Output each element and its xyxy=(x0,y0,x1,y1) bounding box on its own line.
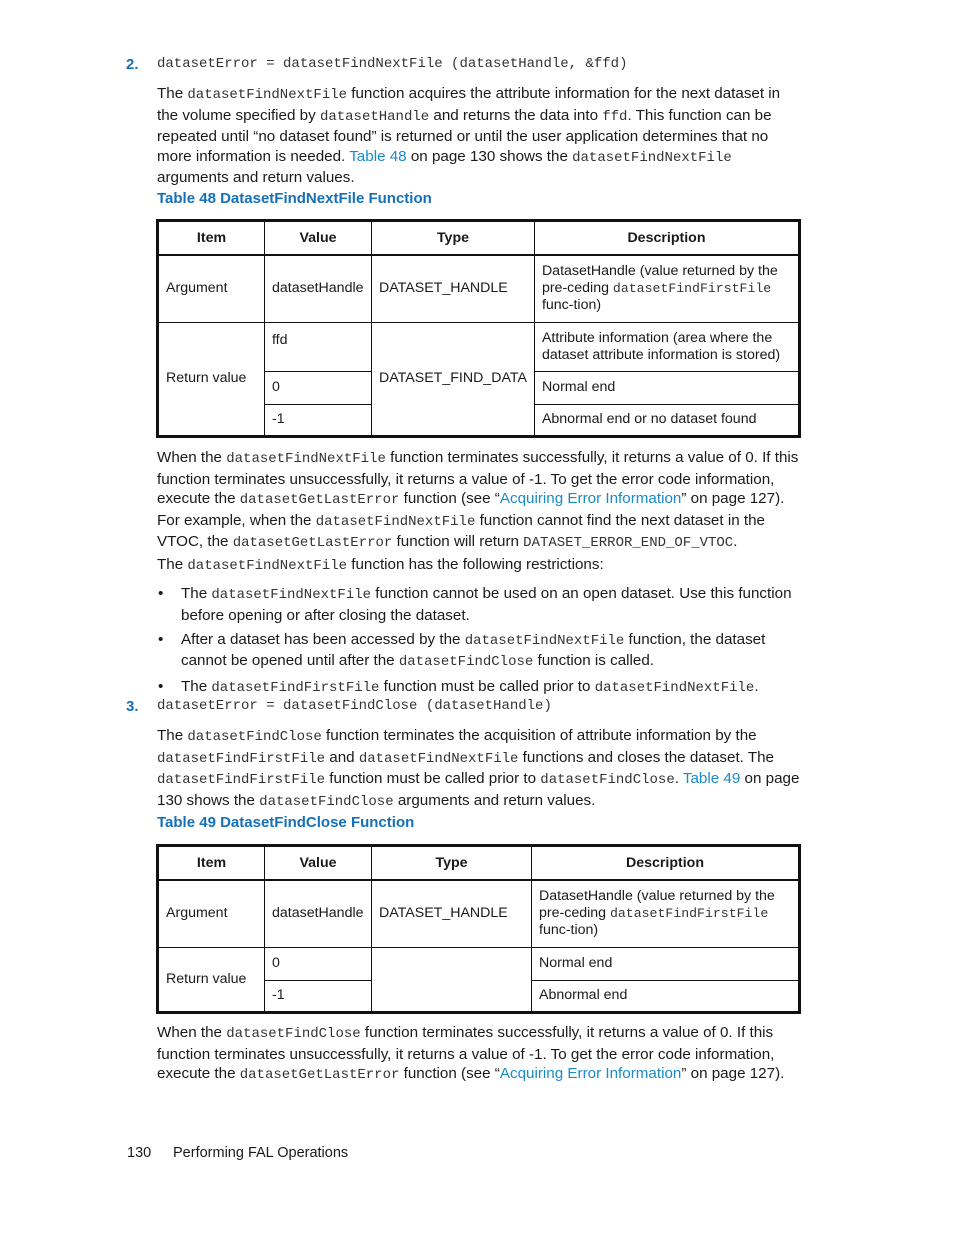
cell-type: DATASET_FIND_DATA xyxy=(372,322,535,436)
inline-code: datasetGetLastError xyxy=(239,1067,400,1084)
paragraph-find-next-intro: The datasetFindNextFile function acquires the attribute information for the next dataset in the volume specified by datasetHandle and returns the data into ffd. This function can be repeated until “no dataset found” is returned or until the user application determines that no more information is needed. Table 48 on page 130 shows the datasetFindNextFile arguments and return values. xyxy=(157,85,781,187)
cell-description: Attribute information (area where the dataset attribute information is stored) xyxy=(534,322,799,371)
table-48 xyxy=(156,219,801,438)
paragraph-restrictions-intro: The datasetFindNextFile function has the following restrictions: xyxy=(157,556,604,574)
cell-value: -1 xyxy=(265,404,372,436)
table-row-argument xyxy=(158,880,800,947)
cell-description: DatasetHandle (value returned by the pre-ceding datasetFindFirstFile func-tion) xyxy=(534,255,799,322)
inline-code: datasetFindNextFile xyxy=(594,680,755,697)
list-item: • After a dataset has been accessed by the datasetFindNextFile function, the dataset cannot be opened until after the datasetFindClose function is called. xyxy=(158,630,766,671)
inline-code: datasetFindClose xyxy=(398,654,534,671)
cell-type: DATASET_HANDLE xyxy=(372,255,535,322)
cell-item: Return value xyxy=(158,322,265,436)
header-description: Description xyxy=(532,846,800,881)
table-header-row xyxy=(158,221,800,256)
inline-code: datasetFindClose xyxy=(259,793,394,810)
inline-code: datasetGetLastError xyxy=(232,535,393,552)
list-item: • The datasetFindFirstFile function must be called prior to datasetFindNextFile. xyxy=(158,678,759,697)
bullet-icon: • xyxy=(158,585,164,602)
inline-code: datasetHandle xyxy=(319,108,430,125)
inline-code: datasetFindNextFile xyxy=(211,587,372,603)
cell-description: Normal end xyxy=(534,371,799,404)
bullet-icon: • xyxy=(158,678,164,696)
cell-description: Abnormal end or no dataset found xyxy=(534,404,799,436)
inline-code: datasetFindNextFile xyxy=(358,750,519,767)
cell-description: Abnormal end xyxy=(532,980,800,1012)
inline-code: datasetFindFirstFile xyxy=(612,281,772,297)
paragraph-find-close-return: When the datasetFindClose function terminates successfully, it returns a value of 0. If this function terminates unsuccessfully, it returns a value of -1. To get the error code information, execute the datasetGetLastError function (see “Acquiring Error Information” on page 127). xyxy=(157,1024,785,1084)
inline-code: datasetFindNextFile xyxy=(315,513,476,530)
table-49-caption: Table 49 DatasetFindClose Function xyxy=(157,814,415,831)
cell-type: DATASET_HANDLE xyxy=(372,880,532,947)
acquiring-error-info-link[interactable]: Acquiring Error Information xyxy=(499,1065,682,1083)
table-row-argument xyxy=(158,255,800,322)
table-header-row xyxy=(158,846,800,881)
cell-type xyxy=(372,947,532,1012)
inline-code: datasetFindFirstFile xyxy=(609,906,769,922)
inline-code: datasetFindNextFile xyxy=(226,451,386,467)
paragraph-find-next-return: When the datasetFindNextFile function terminates successfully, it returns a value of 0. If this function terminates unsuccessfully, it returns a value of -1. To get the error code information, execute the datasetGetLastError function (see “Acquiring Error Information” on page 127). For example, when the datasetFindNextFile function cannot find the next dataset in the VTOC, the datasetGetLastError function will return DATASET_ERROR_END_OF_VTOC. xyxy=(157,449,799,552)
inline-code: datasetFindFirstFile xyxy=(157,750,326,767)
cell-value: -1 xyxy=(265,980,372,1012)
step-number: 2. xyxy=(126,56,139,73)
inline-code: datasetFindClose xyxy=(226,1026,361,1042)
acquiring-error-info-link[interactable]: Acquiring Error Information xyxy=(499,490,682,508)
chapter-title: Performing FAL Operations xyxy=(173,1145,349,1161)
paragraph-find-close-intro: The datasetFindClose function terminates the acquisition of attribute information by the datasetFindFirstFile and datasetFindNextFile functions and closes the dataset. The datasetFindFirstFile function must be called prior to datasetFindClose. Table 49 on page 130 shows the datasetFindClose arguments and return values. xyxy=(157,727,800,810)
cell-value: datasetHandle xyxy=(265,880,372,947)
cell-value: ffd xyxy=(265,322,372,371)
header-item: Item xyxy=(158,846,265,881)
step-number: 3. xyxy=(126,698,139,715)
inline-code: DATASET_ERROR_END_OF_VTOC xyxy=(523,535,734,552)
cell-description: Normal end xyxy=(532,947,800,980)
cell-item: Argument xyxy=(158,255,265,322)
code-line: datasetError = datasetFindNextFile (datasetHandle, &ffd) xyxy=(157,56,628,72)
table-48-caption: Table 48 DatasetFindNextFile Function xyxy=(157,190,432,207)
cell-item: Argument xyxy=(158,880,265,947)
restrictions-list xyxy=(157,584,807,703)
inline-code: ffd xyxy=(602,108,628,125)
inline-code: datasetFindNextFile xyxy=(572,149,732,166)
table-48-link[interactable]: Table 48 xyxy=(349,147,407,165)
table-49-link[interactable]: Table 49 xyxy=(682,770,741,788)
inline-code: datasetFindNextFile xyxy=(187,87,348,103)
table-49 xyxy=(156,844,801,1014)
table-row-return-ffd xyxy=(158,322,800,371)
page-number: 130 xyxy=(127,1145,152,1161)
inline-code: datasetFindNextFile xyxy=(464,632,625,649)
bullet-icon: • xyxy=(158,630,164,648)
cell-value: 0 xyxy=(265,947,372,980)
page-footer xyxy=(127,1145,348,1161)
header-type: Type xyxy=(372,846,532,881)
inline-code: datasetFindClose xyxy=(187,729,322,745)
cell-value: 0 xyxy=(265,371,372,404)
inline-code: datasetFindFirstFile xyxy=(157,772,326,789)
list-item: • The datasetFindNextFile function cannot be used on an open dataset. Use this function before opening or after closing the dataset. xyxy=(158,585,792,624)
code-line: datasetError = datasetFindClose (datasetHandle) xyxy=(157,698,552,714)
table-row-return-0 xyxy=(158,947,800,980)
inline-code: datasetGetLastError xyxy=(239,492,400,509)
header-description: Description xyxy=(534,221,799,256)
header-value: Value xyxy=(265,221,372,256)
inline-code: datasetFindFirstFile xyxy=(211,680,380,697)
cell-value: datasetHandle xyxy=(265,255,372,322)
header-type: Type xyxy=(372,221,535,256)
header-value: Value xyxy=(265,846,372,881)
inline-code: datasetFindNextFile xyxy=(187,558,348,574)
cell-description: DatasetHandle (value returned by the pre-ceding datasetFindFirstFile func-tion) xyxy=(532,880,800,947)
cell-item: Return value xyxy=(158,947,265,1012)
inline-code: datasetFindClose xyxy=(540,772,675,789)
header-item: Item xyxy=(158,221,265,256)
